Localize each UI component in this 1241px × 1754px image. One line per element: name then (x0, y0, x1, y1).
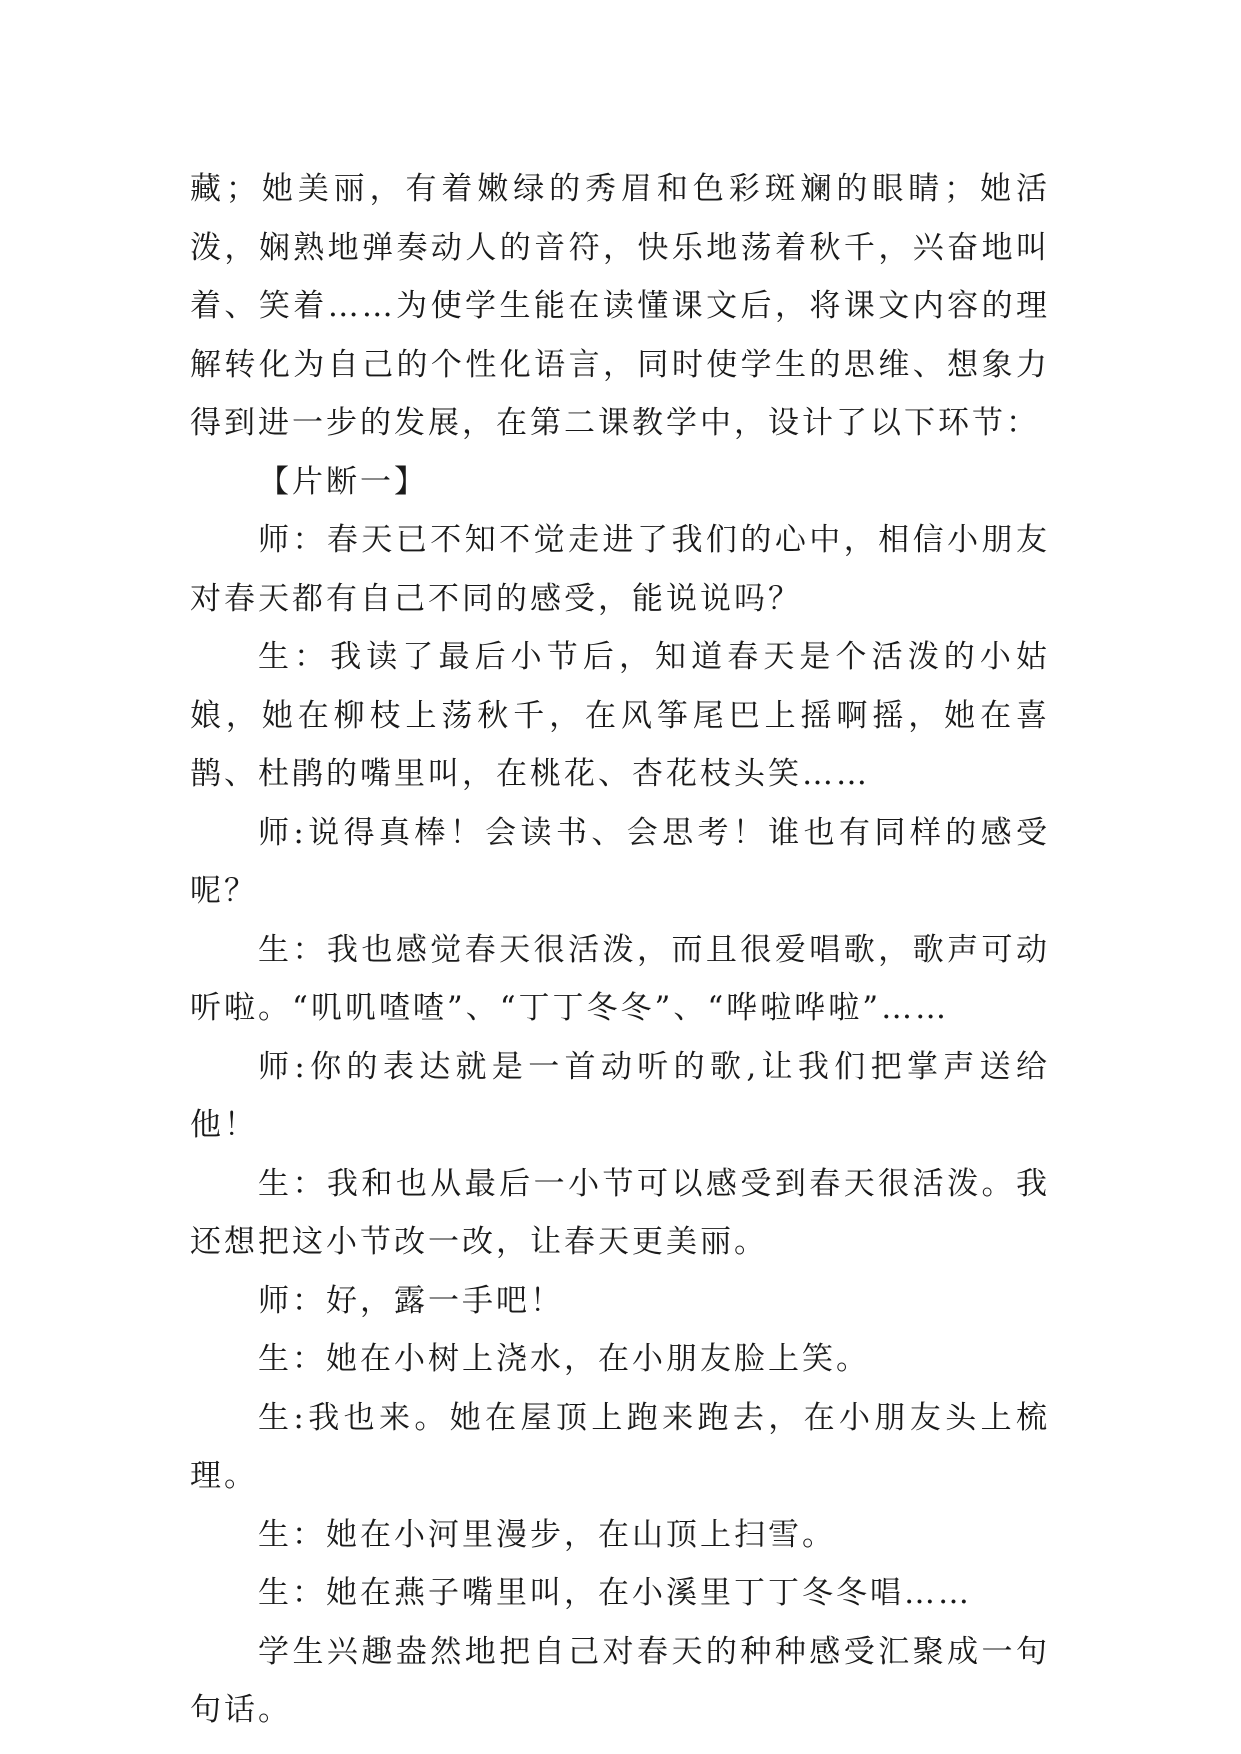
paragraph: 生：我和也从最后一小节可以感受到春天很活泼。我还想把这小节改一改，让春天更美丽。 (190, 1165, 1050, 1260)
paragraph-continuation: 藏；她美丽，有着嫩绿的秀眉和色彩斑斓的眼睛；她活泼，娴熟地弹奏动人的音符，快乐地荡着秋千，兴奋地叫着、笑着……为使学生能在读懂课文后，将课文内容的理解转化为自己的个性化语言，同时使学生的思维、想象力得到进一步的发展，在第二课教学中，设计了以下环节： (190, 171, 1050, 441)
section-heading: 【片断一】 (258, 463, 428, 500)
paragraph: 生：我也感觉春天很活泼，而且很爱唱歌，歌声可动听啦。“叽叽喳喳”、“丁丁冬冬”、“哗啦哗啦”…… (190, 931, 1050, 1026)
paragraph: 生:我也来。她在屋顶上跑来跑去，在小朋友头上梳理。 (190, 1399, 1050, 1494)
document-body (190, 160, 1050, 1740)
paragraph: 师：好，露一手吧！ (258, 1282, 564, 1319)
paragraph: 师:说得真棒！会读书、会思考！谁也有同样的感受呢？ (190, 814, 1050, 909)
paragraph: 生：她在小河里漫步，在山顶上扫雪。 (258, 1516, 836, 1553)
paragraph: 生：她在燕子嘴里叫，在小溪里丁丁冬冬唱…… (258, 1575, 972, 1611)
paragraph: 生：我读了最后小节后，知道春天是个活泼的小姑娘，她在柳枝上荡秋千，在风筝尾巴上摇啊摇，她在喜鹊、杜鹃的嘴里叫，在桃花、杏花枝头笑…… (190, 639, 1050, 792)
paragraph: 师：春天已不知不觉走进了我们的心中，相信小朋友对春天都有自己不同的感受，能说说吗？ (190, 522, 1050, 617)
paragraph-summary: 学生兴趣盎然地把自己对春天的种种感受汇聚成一句句话。 (190, 1633, 1050, 1728)
paragraph: 生：她在小树上浇水，在小朋友脸上笑。 (258, 1341, 870, 1377)
paragraph: 师:你的表达就是一首动听的歌,让我们把掌声送给他！ (190, 1048, 1050, 1143)
